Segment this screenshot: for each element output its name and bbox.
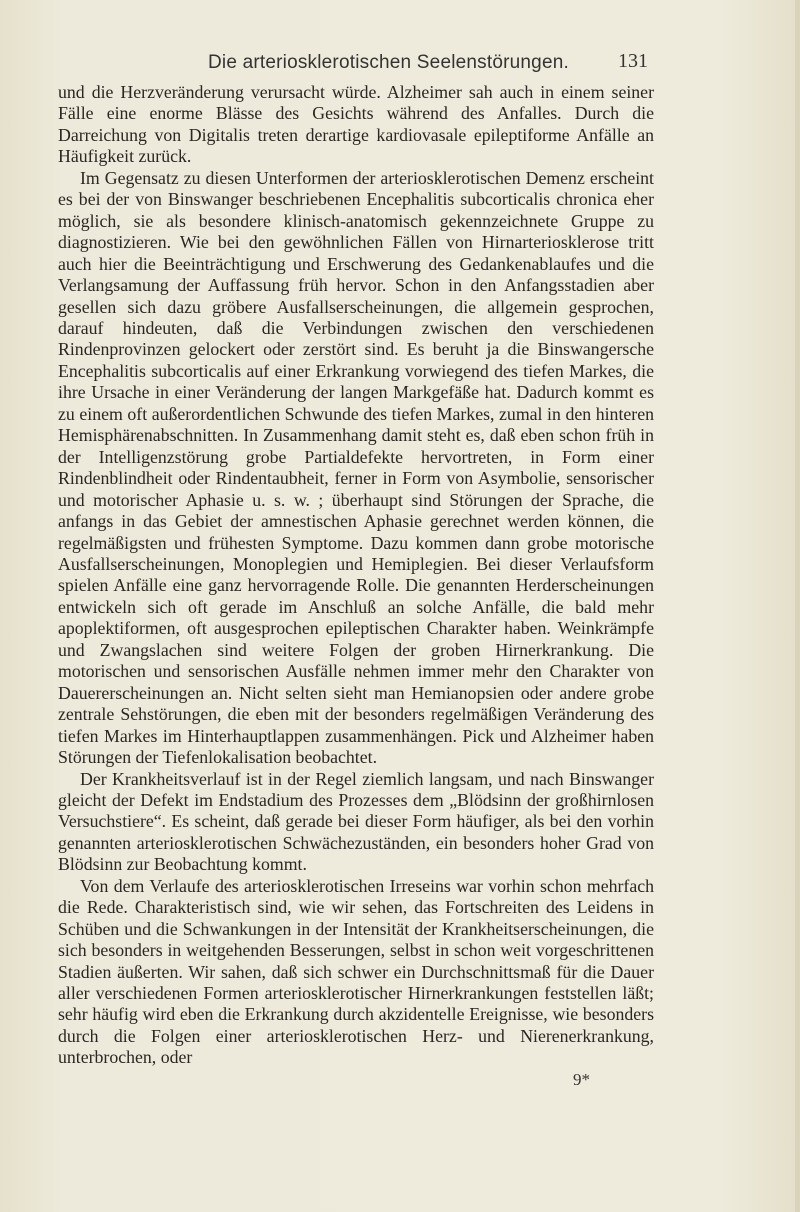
paragraph-4: Von dem Verlaufe des arteriosklerotischen Irreseins war vorhin schon mehrfach die Rede. Charakteristisch sind, wie wir sehen, das Fortschreiten des Leidens in Schüben und die Schwankungen in der Intensität der Krankheitserscheinungen, die sich besonders in weitgehenden Besserungen, selbst in schon weit vorgeschrittenen Stadien äußerten. Wir sahen, daß sich schwer ein Durchschnittsmaß für die Dauer aller verschiedenen Formen arteriosklerotischer Hirnerkrankungen feststellen läßt; sehr häufig wird eben die Erkrankung durch akzidentelle Ereignisse, wie besonders durch die Folgen einer arteriosklerotischen Herz- und Nierenerkrankung, unterbrochen, oder <box>58 875 654 1068</box>
page-edge <box>795 0 800 1212</box>
paragraph-1: und die Herzveränderung verursacht würde. Alzheimer sah auch in einem seiner Fälle eine enorme Blässe des Gesichts während des Anfalles. Durch die Darreichung von Digitalis treten derartige kardiovasale epileptiforme Anfälle an Häufigkeit zurück. <box>58 82 654 167</box>
running-head: Die arteriosklerotischen Seelenstörungen. <box>208 52 569 73</box>
signature-mark: 9* <box>573 1070 590 1089</box>
paragraph-3: Der Krankheitsverlauf ist in der Regel ziemlich langsam, und nach Binswanger gleicht der Defekt im Endstadium des Prozesses dem „Blödsinn der großhirnlosen Versuchstiere“. Es scheint, daß gerade bei dieser Form häufiger, als bei den vorhin genannten arteriosklerotischen Schwächezuständen, ein besonders hoher Grad von Blödsinn zur Beobachtung kommt. <box>58 768 654 875</box>
page-number: 131 <box>618 50 648 72</box>
body-text <box>58 82 654 1069</box>
paragraph-2: Im Gegensatz zu diesen Unterformen der arteriosklerotischen Demenz erscheint es bei der von Binswanger beschriebenen Encephalitis subcorticalis chronica eher möglich, sie als besondere klinisch-anatomisch gekennzeichnete Gruppe zu diagnostizieren. Wie bei den gewöhnlichen Fällen von Hirnarteriosklerose tritt auch hier die Beeinträchtigung und Erschwerung des Gedankenablaufes und die Verlangsamung der Auffassung früh hervor. Schon in den Anfangsstadien aber gesellen sich dazu gröbere Ausfallserscheinungen, die allgemein gesprochen, darauf hindeuten, daß die Verbindungen zwischen den verschiedenen Rindenprovinzen gelockert oder zerstört sind. Es beruht ja die Binswangersche Encephalitis subcorticalis auf einer Erkrankung vorwiegend des tiefen Markes, die ihre Ursache in einer Veränderung der langen Markgefäße hat. Dadurch kommt es zu einem oft außerordentlichen Schwunde des tiefen Markes, zumal in den hinteren Hemisphärenabschnitten. In Zusammenhang damit steht es, daß eben schon früh in der Intelligenzstörung grobe Partialdefekte hervortreten, in Form einer Rindenblindheit oder Rindentaubheit, ferner in Form von Asymbolie, sensorischer und motorischer Aphasie u. s. w. ; überhaupt sind Störungen der Sprache, die anfangs in das Gebiet der amnestischen Aphasie gerechnet werden können, die regelmäßigsten und frühesten Symptome. Dazu kommen dann grobe motorische Ausfallserscheinungen, Monoplegien und Hemiplegien. Bei dieser Verlaufsform spielen Anfälle eine ganz hervorragende Rolle. Die genannten Herderscheinungen entwickeln sich oft gerade im Anschluß an solche Anfälle, die bald mehr apoplektiformen, oft ausgesprochen epileptischen Charakter haben. Weinkrämpfe und Zwangslachen sind weitere Folgen der groben Hirnerkrankung. Die motorischen und sensorischen Ausfälle nehmen immer mehr den Charakter von Dauererscheinungen an. Nicht selten sieht man Hemianopsien oder andere grobe zentrale Sehstörungen, die eben mit der besonders regelmäßigen Veränderung des tiefen Markes im Hinterhauptlappen zusammenhängen. Pick und Alzheimer haben Störungen der Tiefenlokalisation beobachtet. <box>58 167 654 768</box>
